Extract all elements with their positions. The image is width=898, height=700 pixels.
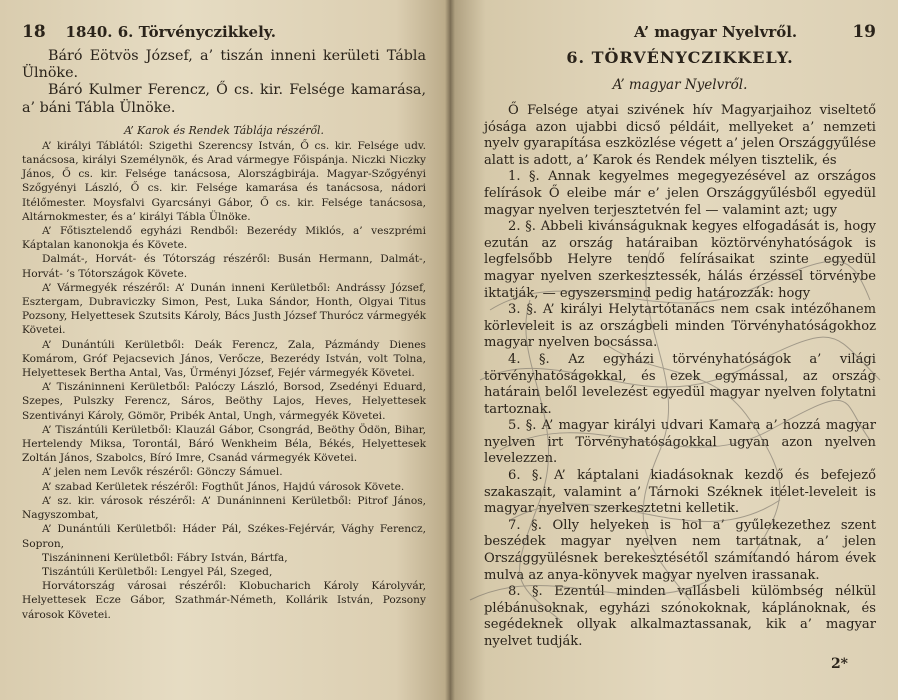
law-paragraph: 8. §. Ezentúl minden vallásbeli külömbség nélkül plébánusoknak, egyházi szónokoknak, káplánoknak, és segédeknek ollyak alkalmaztassanak, kik a’ magyar nyelvet tudják. bbox=[484, 584, 876, 649]
member-paragraph: A’ Tiszáninneni Kerületből: Palóczy László, Borsod, Zsedényi Eduard, Szepes, Pulszky Ferencz, Sáros, Beöthy Lajos, Heves, Helyettesek Szentiványi Károly, Gömör, Pribék Antal, Ungh, vármegyék Követei. bbox=[22, 381, 426, 422]
chapter-title: 6. TÖRVÉNYCZIKKELY. bbox=[566, 48, 794, 67]
left-running-title: 1840. 6. Törvényczikkely. bbox=[65, 23, 276, 41]
left-page-number: 18 bbox=[22, 22, 46, 42]
member-paragraph: Tiszántúli Kerületből: Lengyel Pál, Szeged, bbox=[42, 565, 273, 578]
law-paragraph: 6. §. A’ káptalani kiadásoknak kezdő és befejező szakaszait, valamint a’ Tárnoki Széknek itélet-leveleit is magyar nyelven szerkesztetni kelletik. bbox=[484, 468, 876, 517]
member-paragraph: A’ Vármegyék részéről: A’ Dunán inneni Kerületből: Andrássy József, Esztergam, Dubraviczky Simon, Pest, Luka Sándor, Honth, Olgyai Titus Pozsony, Helyettesek Szutsits Károly, Bács Justh József Thurócz vármegyék Követei. bbox=[22, 281, 426, 337]
lead-paragraph: Báró Kulmer Ferencz, Ő cs. kir. Felsége kamarása, a’ báni Tábla Ülnöke. bbox=[22, 82, 426, 116]
law-paragraph: 7. §. Olly helyeken is hol a’ gyűlekezethez szent beszédek magyar nyelven nem tartatnak, a’ jelen Országgyülésnek berekesztésétől számítandó három évek mulva az anya-könyvek magyar nyelven irassanak. bbox=[484, 517, 876, 583]
right-running-title: A’ magyar Nyelvről. bbox=[634, 23, 798, 41]
member-paragraph: Horvátország városai részéről: Klobucharich Károly Károlyvár, Helyettesek Ecze Gábor, Szathmár-Németh, Kollárik István, Pozsony városok Követei. bbox=[22, 580, 426, 621]
section-heading: A’ Karok és Rendek Táblája részéről. bbox=[124, 123, 324, 137]
right-running-head bbox=[484, 22, 876, 42]
member-paragraph: A’ Dunántúli Kerületből: Háder Pál, Székes-Fejérvár, Vághy Ferencz, Sopron, bbox=[22, 523, 426, 550]
member-paragraph: A’ Főtisztelendő egyházi Rendből: Bezerédy Miklós, a’ veszprémi Káptalan kanonokja és Követe. bbox=[22, 225, 426, 252]
member-paragraph: A’ szabad Kerületek részéről: Fogthűt János, Hajdú városok Követe. bbox=[42, 480, 405, 493]
member-paragraph: Dalmát-, Horvát- és Tótország részéről: Busán Hermann, Dalmát-, Horvát- ’s Tótországok Követe. bbox=[22, 253, 426, 280]
member-paragraph: A’ sz. kir. városok részéről: A’ Dunáninneni Kerületből: Pitrof János, Nagyszombat, bbox=[22, 494, 426, 522]
left-running-head bbox=[22, 22, 426, 42]
law-paragraph: 3. §. A’ királyi Helytartótanács nem csak intézőhanem körleveleit is az országbeli minden Törvényhatóságokhoz magyar nyelven bocsássa. bbox=[484, 302, 876, 351]
book-gutter bbox=[445, 0, 455, 700]
lead-paragraph: Báró Eötvös József, a’ tiszán inneni kerületi Tábla Ülnöke. bbox=[22, 48, 426, 82]
member-paragraph: A’ királyi Táblától: Szigethi Szerencsy István, Ő cs. kir. Felsége udv. tanácsosa, királyi Személynök, és Arad vármegye Főispánja. Niczki Niczky János, Ő cs. kir. Felsége tanácsosa, Alországbirája. Magyar-Szőgyényi Szőgyényi László, Ő cs. kir. Felsége kamarása és tanácsosa, nádori Itélőmester. Moysfalvi Gyarcsányi Gábor, Ő cs. kir. Felsége tanácsosa, Altárnokmester, és a’ királyi Tábla Ülnöke. bbox=[22, 139, 426, 223]
signature-mark: 2* bbox=[830, 656, 848, 672]
right-page-number: 19 bbox=[852, 22, 876, 42]
law-paragraph: 5. §. A’ magyar királyi udvari Kamara a’ hozzá magyar nyelven irt Törvényhatóságokkal ugyan azon nyelven levelezzen. bbox=[484, 418, 876, 467]
chapter-subtitle: A’ magyar Nyelvről. bbox=[612, 77, 748, 93]
member-paragraph: A’ jelen nem Levők részéről: Gönczy Sámuel. bbox=[42, 466, 283, 479]
member-paragraph: A’ Tiszántúli Kerületből: Klauzál Gábor, Csongrád, Beöthy Ödön, Bihar, Hertelendy Miksa, Torontál, Báró Wenkheim Béla, Békés, Helyettesek Zoltán János, Szabolcs, Bíró Imre, Csanád vármegyék Követei. bbox=[22, 423, 426, 465]
member-paragraph: Tiszáninneni Kerületből: Fábry István, Bártfa, bbox=[42, 551, 288, 564]
law-paragraph: Ő Felsége atyai szivének hív Magyarjaihoz viseltető jósága azon ujabbi dicső példáit, mellyeket a’ nemzeti nyelv gyarapítása eszközlése végett a’ jelen Országgyűlése alatt is adott, a’ Karok és Rendek mélyen tisztelik, és bbox=[484, 103, 876, 168]
law-paragraph: 2. §. Abbeli kivánságuknak kegyes elfogadását is, hogy ezután az ország határaiban köztörvényhatóságok is legfelsőbb Helyre tendő felírásaikat szinte egyedül magyar nyelven szerkesztessék, hálás érzéssel törvénybe iktatják, — egyszersmind pedig határozzák: hogy bbox=[484, 219, 876, 301]
right-page bbox=[450, 0, 898, 700]
law-paragraph: 1. §. Annak kegyelmes megegyezésével az országos felírások Ő eleibe már e’ jelen Országgyűlésből egyedül magyar nyelven terjesztetvén fel — valamint azt; ugy bbox=[484, 169, 876, 218]
member-paragraph: A’ Dunántúli Kerületből: Deák Ferencz, Zala, Pázmándy Dienes Komárom, Gróf Pejacsevich János, Verőcze, Bezerédy István, volt Tolna, Helyettesek Bertha Antal, Vas, Ürményi József, Fejér vármegyék Követei. bbox=[22, 338, 426, 380]
law-paragraph: 4. §. Az egyházi törvényhatóságok a’ világi törvényhatóságokkal, és ezek egymással, az ország határain belől levelezést egyedül magyar nyelven folytatni tartoznak. bbox=[484, 351, 876, 417]
